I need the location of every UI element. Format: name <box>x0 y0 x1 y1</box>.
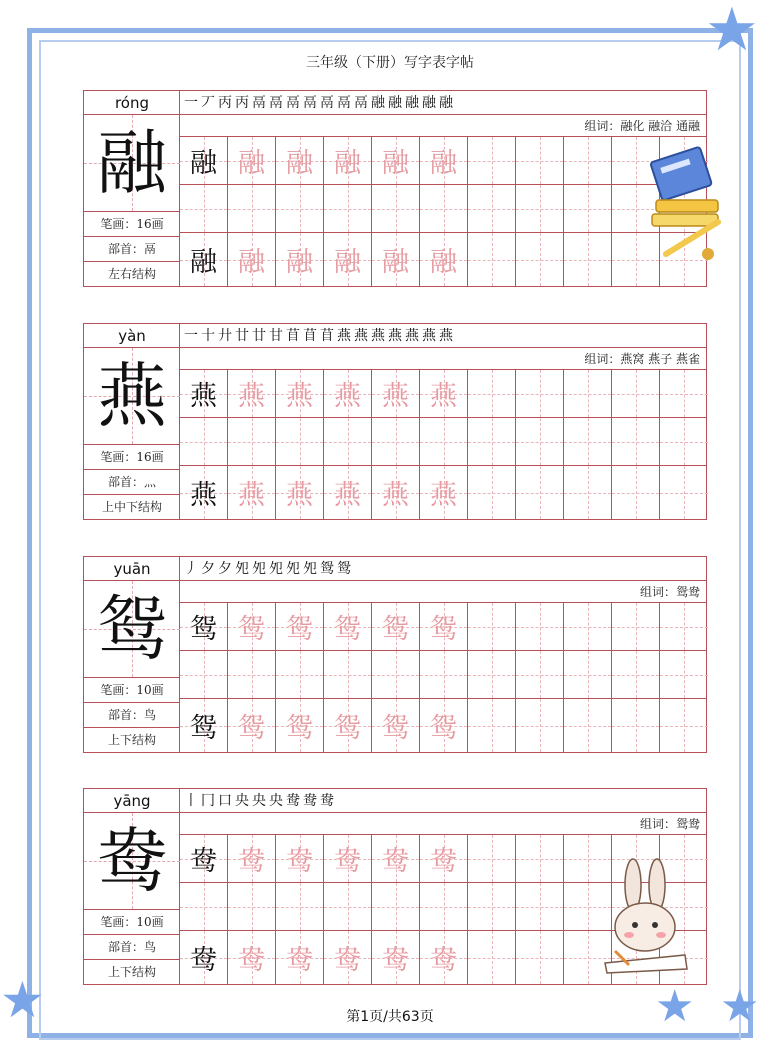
stroke-step: 丿 <box>184 561 201 577</box>
trace-character: 燕 <box>430 381 457 412</box>
stroke-step: 夗 <box>303 561 320 577</box>
writing-cell[interactable] <box>564 137 612 184</box>
stroke-step: 夕 <box>218 561 235 577</box>
character-info-panel <box>84 557 180 752</box>
trace-character: 融 <box>286 148 313 179</box>
writing-cell[interactable] <box>372 883 420 930</box>
writing-cell[interactable] <box>564 418 612 465</box>
stroke-step: 廿 <box>235 328 252 344</box>
stroke-order <box>180 557 706 581</box>
stroke-step: 燕 <box>337 328 354 344</box>
writing-cell[interactable] <box>468 603 516 650</box>
stroke-step: 鸯 <box>320 793 337 809</box>
trace-character: 鸯 <box>382 846 409 877</box>
stroke-step: 口 <box>218 793 235 809</box>
writing-cell[interactable] <box>276 883 324 930</box>
stroke-step: 十 <box>201 328 218 344</box>
trace-character: 鸯 <box>286 945 313 976</box>
trace-character: 鸳 <box>286 614 313 645</box>
stroke-order <box>180 789 706 813</box>
writing-cell[interactable] <box>612 699 660 752</box>
writing-cell[interactable] <box>516 185 564 232</box>
writing-cell[interactable] <box>228 185 276 232</box>
stroke-step: 鬲 <box>337 95 354 111</box>
writing-cell[interactable] <box>324 699 372 752</box>
character-info-panel <box>84 324 180 519</box>
stroke-order <box>180 324 706 348</box>
trace-character: 鸳 <box>286 713 313 744</box>
writing-cell[interactable] <box>564 466 612 519</box>
writing-cell[interactable] <box>468 137 516 184</box>
large-character-box <box>84 348 180 444</box>
writing-cell[interactable] <box>180 418 228 465</box>
trace-character: 融 <box>430 247 457 278</box>
model-character: 鸯 <box>190 945 217 976</box>
writing-cell[interactable] <box>468 883 516 930</box>
writing-cell[interactable] <box>228 931 276 984</box>
writing-cell[interactable] <box>660 418 708 465</box>
trace-character: 燕 <box>286 381 313 412</box>
writing-cell[interactable] <box>660 651 708 698</box>
writing-cell[interactable] <box>372 651 420 698</box>
stroke-step: 鬲 <box>320 95 337 111</box>
stroke-step: 夕 <box>201 561 218 577</box>
trace-character: 鸯 <box>430 945 457 976</box>
trace-character: 融 <box>238 247 265 278</box>
writing-cell[interactable] <box>516 233 564 286</box>
practice-row <box>180 233 706 286</box>
stroke-step: 冂 <box>201 793 218 809</box>
model-character: 燕 <box>190 480 217 511</box>
stroke-step: 丙 <box>218 95 235 111</box>
large-character-box <box>84 813 180 909</box>
writing-cell[interactable] <box>276 651 324 698</box>
stroke-step: 夗 <box>269 561 286 577</box>
stroke-count: 笔画：16画 <box>84 211 180 236</box>
stroke-step: 一 <box>184 95 201 111</box>
structure: 上中下结构 <box>84 494 180 519</box>
stroke-step: 鬲 <box>286 95 303 111</box>
structure: 左右结构 <box>84 261 180 286</box>
writing-cell[interactable] <box>420 931 468 984</box>
trace-character: 鸳 <box>382 614 409 645</box>
writing-cell[interactable] <box>180 651 228 698</box>
trace-character: 鸯 <box>334 945 361 976</box>
stroke-step: 融 <box>405 95 422 111</box>
writing-cell[interactable] <box>516 699 564 752</box>
stroke-step: 廾 <box>218 328 235 344</box>
trace-character: 鸳 <box>334 713 361 744</box>
writing-cell[interactable] <box>420 466 468 519</box>
writing-cell[interactable] <box>372 931 420 984</box>
writing-cell[interactable] <box>276 370 324 417</box>
character-block <box>83 90 707 287</box>
trace-character: 融 <box>334 148 361 179</box>
writing-cell[interactable] <box>372 370 420 417</box>
pinyin: róng <box>84 91 180 115</box>
writing-cell[interactable] <box>180 233 228 286</box>
writing-cell[interactable] <box>180 466 228 519</box>
writing-cell[interactable] <box>180 137 228 184</box>
pinyin: yàn <box>84 324 180 348</box>
stroke-step: 燕 <box>439 328 456 344</box>
trace-character: 燕 <box>238 480 265 511</box>
stroke-step: 鬲 <box>354 95 371 111</box>
stroke-step: 融 <box>439 95 456 111</box>
stroke-step: 夗 <box>286 561 303 577</box>
trace-character: 融 <box>382 247 409 278</box>
stroke-step: 夗 <box>252 561 269 577</box>
practice-row <box>180 603 706 651</box>
writing-cell[interactable] <box>612 603 660 650</box>
writing-cell[interactable] <box>564 233 612 286</box>
model-character: 鸯 <box>190 846 217 877</box>
trace-character: 鸳 <box>430 713 457 744</box>
writing-cell[interactable] <box>372 466 420 519</box>
radical: 部首：鬲 <box>84 236 180 261</box>
trace-character: 燕 <box>334 381 361 412</box>
page-title: 三年级（下册）写字表字帖 <box>306 55 474 71</box>
star-icon: ★ <box>0 971 45 1029</box>
writing-cell[interactable] <box>612 466 660 519</box>
writing-cell[interactable] <box>516 603 564 650</box>
writing-cell[interactable] <box>324 137 372 184</box>
writing-cell[interactable] <box>276 466 324 519</box>
trace-character: 鸯 <box>238 945 265 976</box>
writing-cell[interactable] <box>180 835 228 882</box>
trace-character: 融 <box>334 247 361 278</box>
writing-cell[interactable] <box>228 883 276 930</box>
writing-cell[interactable] <box>324 651 372 698</box>
writing-cell[interactable] <box>276 931 324 984</box>
character-info-panel <box>84 789 180 984</box>
large-character: 鸯 <box>97 820 167 902</box>
trace-character: 融 <box>430 148 457 179</box>
writing-cell[interactable] <box>324 883 372 930</box>
trace-character: 鸳 <box>382 713 409 744</box>
writing-cell[interactable] <box>276 233 324 286</box>
writing-cell[interactable] <box>324 603 372 650</box>
writing-cell[interactable] <box>180 185 228 232</box>
large-character-box <box>84 581 180 677</box>
writing-cell[interactable] <box>420 699 468 752</box>
writing-cell[interactable] <box>468 185 516 232</box>
stroke-step: 苜 <box>320 328 337 344</box>
writing-cell[interactable] <box>516 466 564 519</box>
structure: 上下结构 <box>84 959 180 984</box>
structure: 上下结构 <box>84 727 180 752</box>
word-examples: 组词：燕窝 燕子 燕雀 <box>180 348 706 370</box>
writing-cell[interactable] <box>660 370 708 417</box>
writing-cell[interactable] <box>228 651 276 698</box>
writing-cell[interactable] <box>180 370 228 417</box>
word-examples: 组词：鸳鸯 <box>180 581 706 603</box>
writing-cell[interactable] <box>468 466 516 519</box>
writing-cell[interactable] <box>276 418 324 465</box>
writing-cell[interactable] <box>660 699 708 752</box>
stroke-step: 廿 <box>252 328 269 344</box>
writing-cell[interactable] <box>372 603 420 650</box>
writing-cell[interactable] <box>468 651 516 698</box>
practice-row <box>180 651 706 699</box>
stroke-step: 一 <box>184 328 201 344</box>
writing-cell[interactable] <box>516 651 564 698</box>
writing-cell[interactable] <box>420 233 468 286</box>
writing-cell[interactable] <box>420 651 468 698</box>
stroke-step: 央 <box>252 793 269 809</box>
writing-cell[interactable] <box>468 699 516 752</box>
writing-cell[interactable] <box>228 418 276 465</box>
star-icon: ★ <box>705 0 759 65</box>
writing-cell[interactable] <box>516 883 564 930</box>
writing-cell[interactable] <box>324 370 372 417</box>
writing-cell[interactable] <box>180 603 228 650</box>
writing-cell[interactable] <box>276 185 324 232</box>
writing-cell[interactable] <box>564 185 612 232</box>
trace-character: 燕 <box>382 381 409 412</box>
writing-cell[interactable] <box>324 835 372 882</box>
writing-cell[interactable] <box>228 137 276 184</box>
trace-character: 融 <box>286 247 313 278</box>
writing-cell[interactable] <box>468 835 516 882</box>
writing-cell[interactable] <box>372 699 420 752</box>
stroke-step: 苜 <box>303 328 320 344</box>
stroke-step: 融 <box>371 95 388 111</box>
writing-cell[interactable] <box>228 370 276 417</box>
writing-cell[interactable] <box>372 418 420 465</box>
stroke-step: 鸳 <box>337 561 354 577</box>
stroke-count: 笔画：10画 <box>84 677 180 702</box>
writing-cell[interactable] <box>372 137 420 184</box>
stroke-order <box>180 91 706 115</box>
stroke-count: 笔画：10画 <box>84 909 180 934</box>
writing-cell[interactable] <box>612 418 660 465</box>
writing-cell[interactable] <box>468 370 516 417</box>
writing-cell[interactable] <box>324 233 372 286</box>
stroke-step: 央 <box>269 793 286 809</box>
bunny-icon <box>595 855 695 975</box>
practice-row <box>180 185 706 233</box>
stroke-step: 燕 <box>422 328 439 344</box>
writing-cell[interactable] <box>228 233 276 286</box>
writing-cell[interactable] <box>420 835 468 882</box>
stroke-step: 苜 <box>286 328 303 344</box>
trace-character: 燕 <box>334 480 361 511</box>
stroke-step: 燕 <box>354 328 371 344</box>
trace-character: 鸯 <box>286 846 313 877</box>
practice-row <box>180 370 706 418</box>
stroke-step: 鸯 <box>303 793 320 809</box>
writing-cell[interactable] <box>324 931 372 984</box>
trace-character: 鸳 <box>334 614 361 645</box>
writing-cell[interactable] <box>420 603 468 650</box>
writing-cell[interactable] <box>276 835 324 882</box>
large-character: 融 <box>97 122 167 204</box>
practice-row <box>180 466 706 519</box>
stroke-step: 央 <box>235 793 252 809</box>
writing-cell[interactable] <box>372 233 420 286</box>
writing-cell[interactable] <box>564 651 612 698</box>
stroke-step: 燕 <box>405 328 422 344</box>
large-character: 燕 <box>97 355 167 437</box>
trace-character: 鸯 <box>382 945 409 976</box>
writing-cell[interactable] <box>276 699 324 752</box>
writing-cell[interactable] <box>180 699 228 752</box>
writing-cell[interactable] <box>228 835 276 882</box>
writing-cell[interactable] <box>420 185 468 232</box>
writing-cell[interactable] <box>516 137 564 184</box>
trace-character: 鸯 <box>238 846 265 877</box>
word-examples: 组词：融化 融洽 通融 <box>180 115 706 137</box>
writing-cell[interactable] <box>180 931 228 984</box>
writing-cell[interactable] <box>228 466 276 519</box>
writing-cell[interactable] <box>324 418 372 465</box>
word-examples: 组词：鸳鸯 <box>180 813 706 835</box>
page-number: 第1页/共63页 <box>346 1009 434 1025</box>
stroke-step: 夗 <box>235 561 252 577</box>
trace-character: 鸳 <box>430 614 457 645</box>
writing-cell[interactable] <box>276 137 324 184</box>
stroke-step: 丆 <box>201 95 218 111</box>
large-character-box <box>84 115 180 211</box>
practice-row <box>180 418 706 466</box>
trace-character: 燕 <box>430 480 457 511</box>
character-block <box>83 556 707 753</box>
writing-cell[interactable] <box>420 137 468 184</box>
trace-character: 鸯 <box>334 846 361 877</box>
trace-character: 鸳 <box>238 713 265 744</box>
radical: 部首：鸟 <box>84 702 180 727</box>
writing-cell[interactable] <box>324 185 372 232</box>
writing-cell[interactable] <box>420 370 468 417</box>
writing-cell[interactable] <box>324 466 372 519</box>
stroke-count: 笔画：16画 <box>84 444 180 469</box>
trace-character: 燕 <box>286 480 313 511</box>
radical: 部首：鸟 <box>84 934 180 959</box>
trace-character: 燕 <box>382 480 409 511</box>
model-character: 融 <box>190 247 217 278</box>
books-icon <box>648 142 726 262</box>
radical: 部首：灬 <box>84 469 180 494</box>
stroke-step: 鬲 <box>269 95 286 111</box>
pinyin: yuān <box>84 557 180 581</box>
writing-cell[interactable] <box>612 651 660 698</box>
stroke-step: 鸯 <box>286 793 303 809</box>
writing-cell[interactable] <box>420 883 468 930</box>
stroke-step: 燕 <box>388 328 405 344</box>
star-icon: ★ <box>655 981 695 1032</box>
pinyin: yāng <box>84 789 180 813</box>
writing-cell[interactable] <box>420 418 468 465</box>
model-character: 燕 <box>190 381 217 412</box>
stroke-step: 鸳 <box>320 561 337 577</box>
stroke-step: 鬲 <box>303 95 320 111</box>
writing-cell[interactable] <box>276 603 324 650</box>
star-icon: ★ <box>720 981 760 1032</box>
trace-character: 鸯 <box>430 846 457 877</box>
writing-cell[interactable] <box>660 603 708 650</box>
stroke-step: 丙 <box>235 95 252 111</box>
writing-cell[interactable] <box>468 418 516 465</box>
stroke-step: 甘 <box>269 328 286 344</box>
large-character: 鸳 <box>97 588 167 670</box>
model-character: 鸳 <box>190 614 217 645</box>
writing-cell[interactable] <box>516 370 564 417</box>
writing-cell[interactable] <box>660 466 708 519</box>
writing-cell[interactable] <box>372 185 420 232</box>
writing-cell[interactable] <box>372 835 420 882</box>
practice-row <box>180 699 706 752</box>
writing-cell[interactable] <box>564 699 612 752</box>
stroke-step: 融 <box>422 95 439 111</box>
character-info-panel <box>84 91 180 286</box>
stroke-step: 鬲 <box>252 95 269 111</box>
writing-cell[interactable] <box>180 883 228 930</box>
stroke-step: 融 <box>388 95 405 111</box>
stroke-step: 丨 <box>184 793 201 809</box>
writing-cell[interactable] <box>564 370 612 417</box>
practice-row <box>180 137 706 185</box>
trace-character: 融 <box>382 148 409 179</box>
writing-cell[interactable] <box>516 835 564 882</box>
writing-cell[interactable] <box>228 603 276 650</box>
trace-character: 融 <box>238 148 265 179</box>
trace-character: 燕 <box>238 381 265 412</box>
writing-cell[interactable] <box>468 233 516 286</box>
model-character: 鸳 <box>190 713 217 744</box>
model-character: 融 <box>190 148 217 179</box>
stroke-step: 燕 <box>371 328 388 344</box>
trace-character: 鸳 <box>238 614 265 645</box>
writing-cell[interactable] <box>564 603 612 650</box>
writing-cell[interactable] <box>516 931 564 984</box>
character-block <box>83 323 707 520</box>
writing-cell[interactable] <box>228 699 276 752</box>
writing-cell[interactable] <box>468 931 516 984</box>
writing-cell[interactable] <box>612 370 660 417</box>
writing-cell[interactable] <box>516 418 564 465</box>
